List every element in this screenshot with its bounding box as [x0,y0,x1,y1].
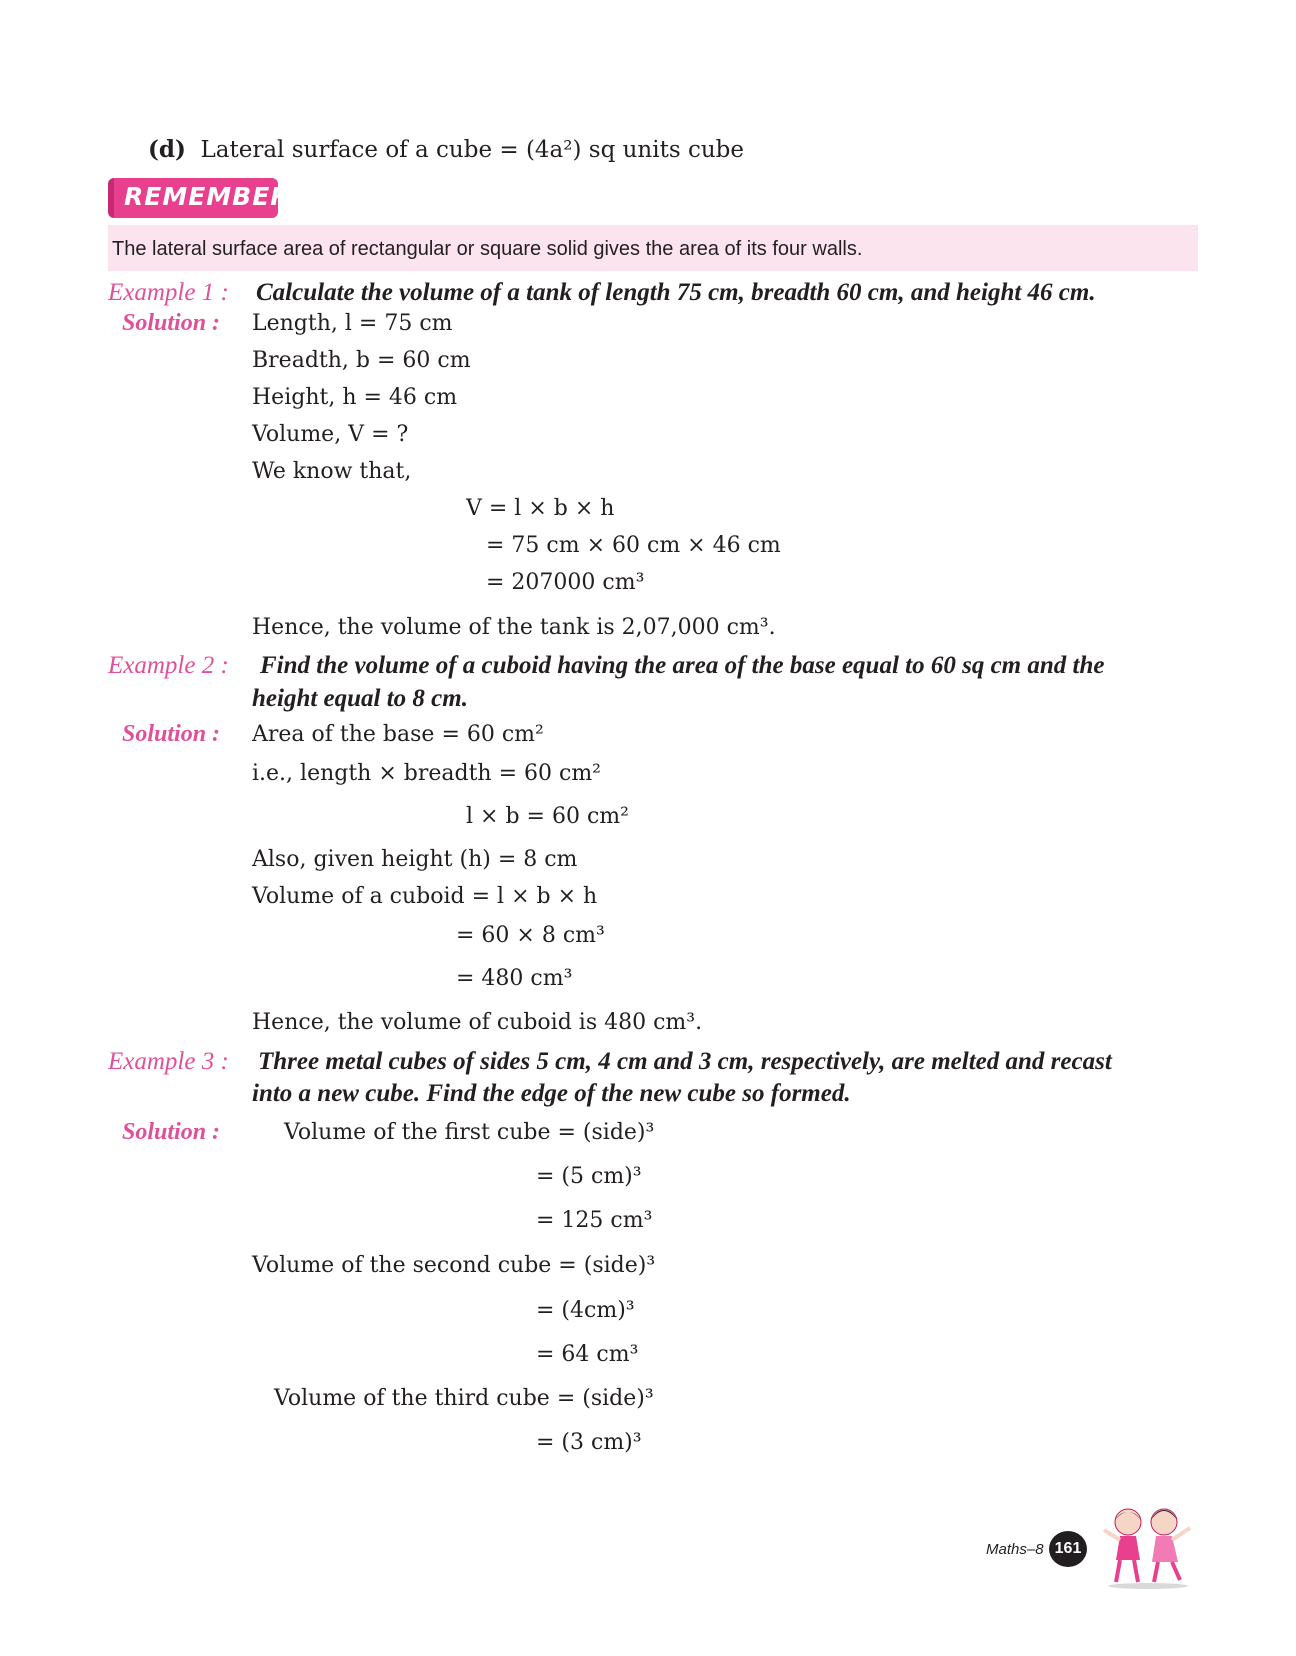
example3-solution-label: Solution : [122,1119,221,1145]
example2-line: Area of the base = 60 cm² [252,722,544,747]
example3-line: = (4cm)³ [536,1298,635,1323]
example2-label: Example 2 : [108,652,229,679]
remember-heading: REMEMBER [124,182,291,211]
example2-solution-label: Solution : [122,721,221,747]
example2-line: Volume of a cuboid = l × b × h [252,884,598,909]
example1-line: = 207000 cm³ [486,570,645,595]
example2-line: Hence, the volume of cuboid is 480 cm³. [252,1010,703,1035]
part-d-text: Lateral surface of a cube = (4a²) sq units cube [200,137,744,163]
remember-banner [108,178,291,218]
example1-label: Example 1 : [108,279,229,306]
example1-line: Breadth, b = 60 cm [252,348,471,373]
example1-solution-label: Solution : [122,310,221,336]
example3-line: Volume of the second cube = (side)³ [252,1253,656,1278]
footer-label: Maths–8 [986,1541,1044,1558]
example1-line: V = l × b × h [466,496,615,521]
part-d [148,135,744,165]
example3-line: Volume of the third cube = (side)³ [274,1386,654,1411]
example2-line: l × b = 60 cm² [466,804,629,829]
example2-question-line2: height equal to 8 cm. [252,685,468,712]
example3-question-line2: into a new cube. Find the edge of the new cube so formed. [252,1080,851,1107]
example3-label: Example 3 : [108,1048,229,1075]
example2-line: = 480 cm³ [456,966,573,991]
remember-text: The lateral surface area of rectangular or square solid gives the area of its four walls. [112,238,863,260]
example1-line: We know that, [252,459,412,484]
example2-question-line1: Find the volume of a cuboid having the area of the base equal to 60 sq cm and the [260,652,1105,679]
example2-line: i.e., length × breadth = 60 cm² [252,761,602,786]
page-number: 161 [1049,1531,1087,1567]
example1-line: Volume, V = ? [252,422,409,447]
example1-question: Calculate the volume of a tank of length 75 cm, breadth 60 cm, and height 46 cm. [256,279,1096,306]
example2-line: Also, given height (h) = 8 cm [252,847,578,872]
example3-line: = 125 cm³ [536,1208,653,1233]
kids-illustration [1098,1500,1198,1590]
example3-question-line1: Three metal cubes of sides 5 cm, 4 cm and 3 cm, respectively, are melted and recast [258,1048,1112,1075]
example3-line: = 64 cm³ [536,1342,639,1367]
example3-line: = (3 cm)³ [536,1430,642,1455]
example3-line: Volume of the first cube = (side)³ [284,1120,655,1145]
example2-line: = 60 × 8 cm³ [456,923,605,948]
example1-line: Height, h = 46 cm [252,385,458,410]
example3-line: = (5 cm)³ [536,1164,642,1189]
example1-line: Length, l = 75 cm [252,311,453,336]
part-d-label: (d) [148,136,186,163]
example1-line: = 75 cm × 60 cm × 46 cm [486,533,781,558]
example1-line: Hence, the volume of the tank is 2,07,000 cm³. [252,615,776,640]
